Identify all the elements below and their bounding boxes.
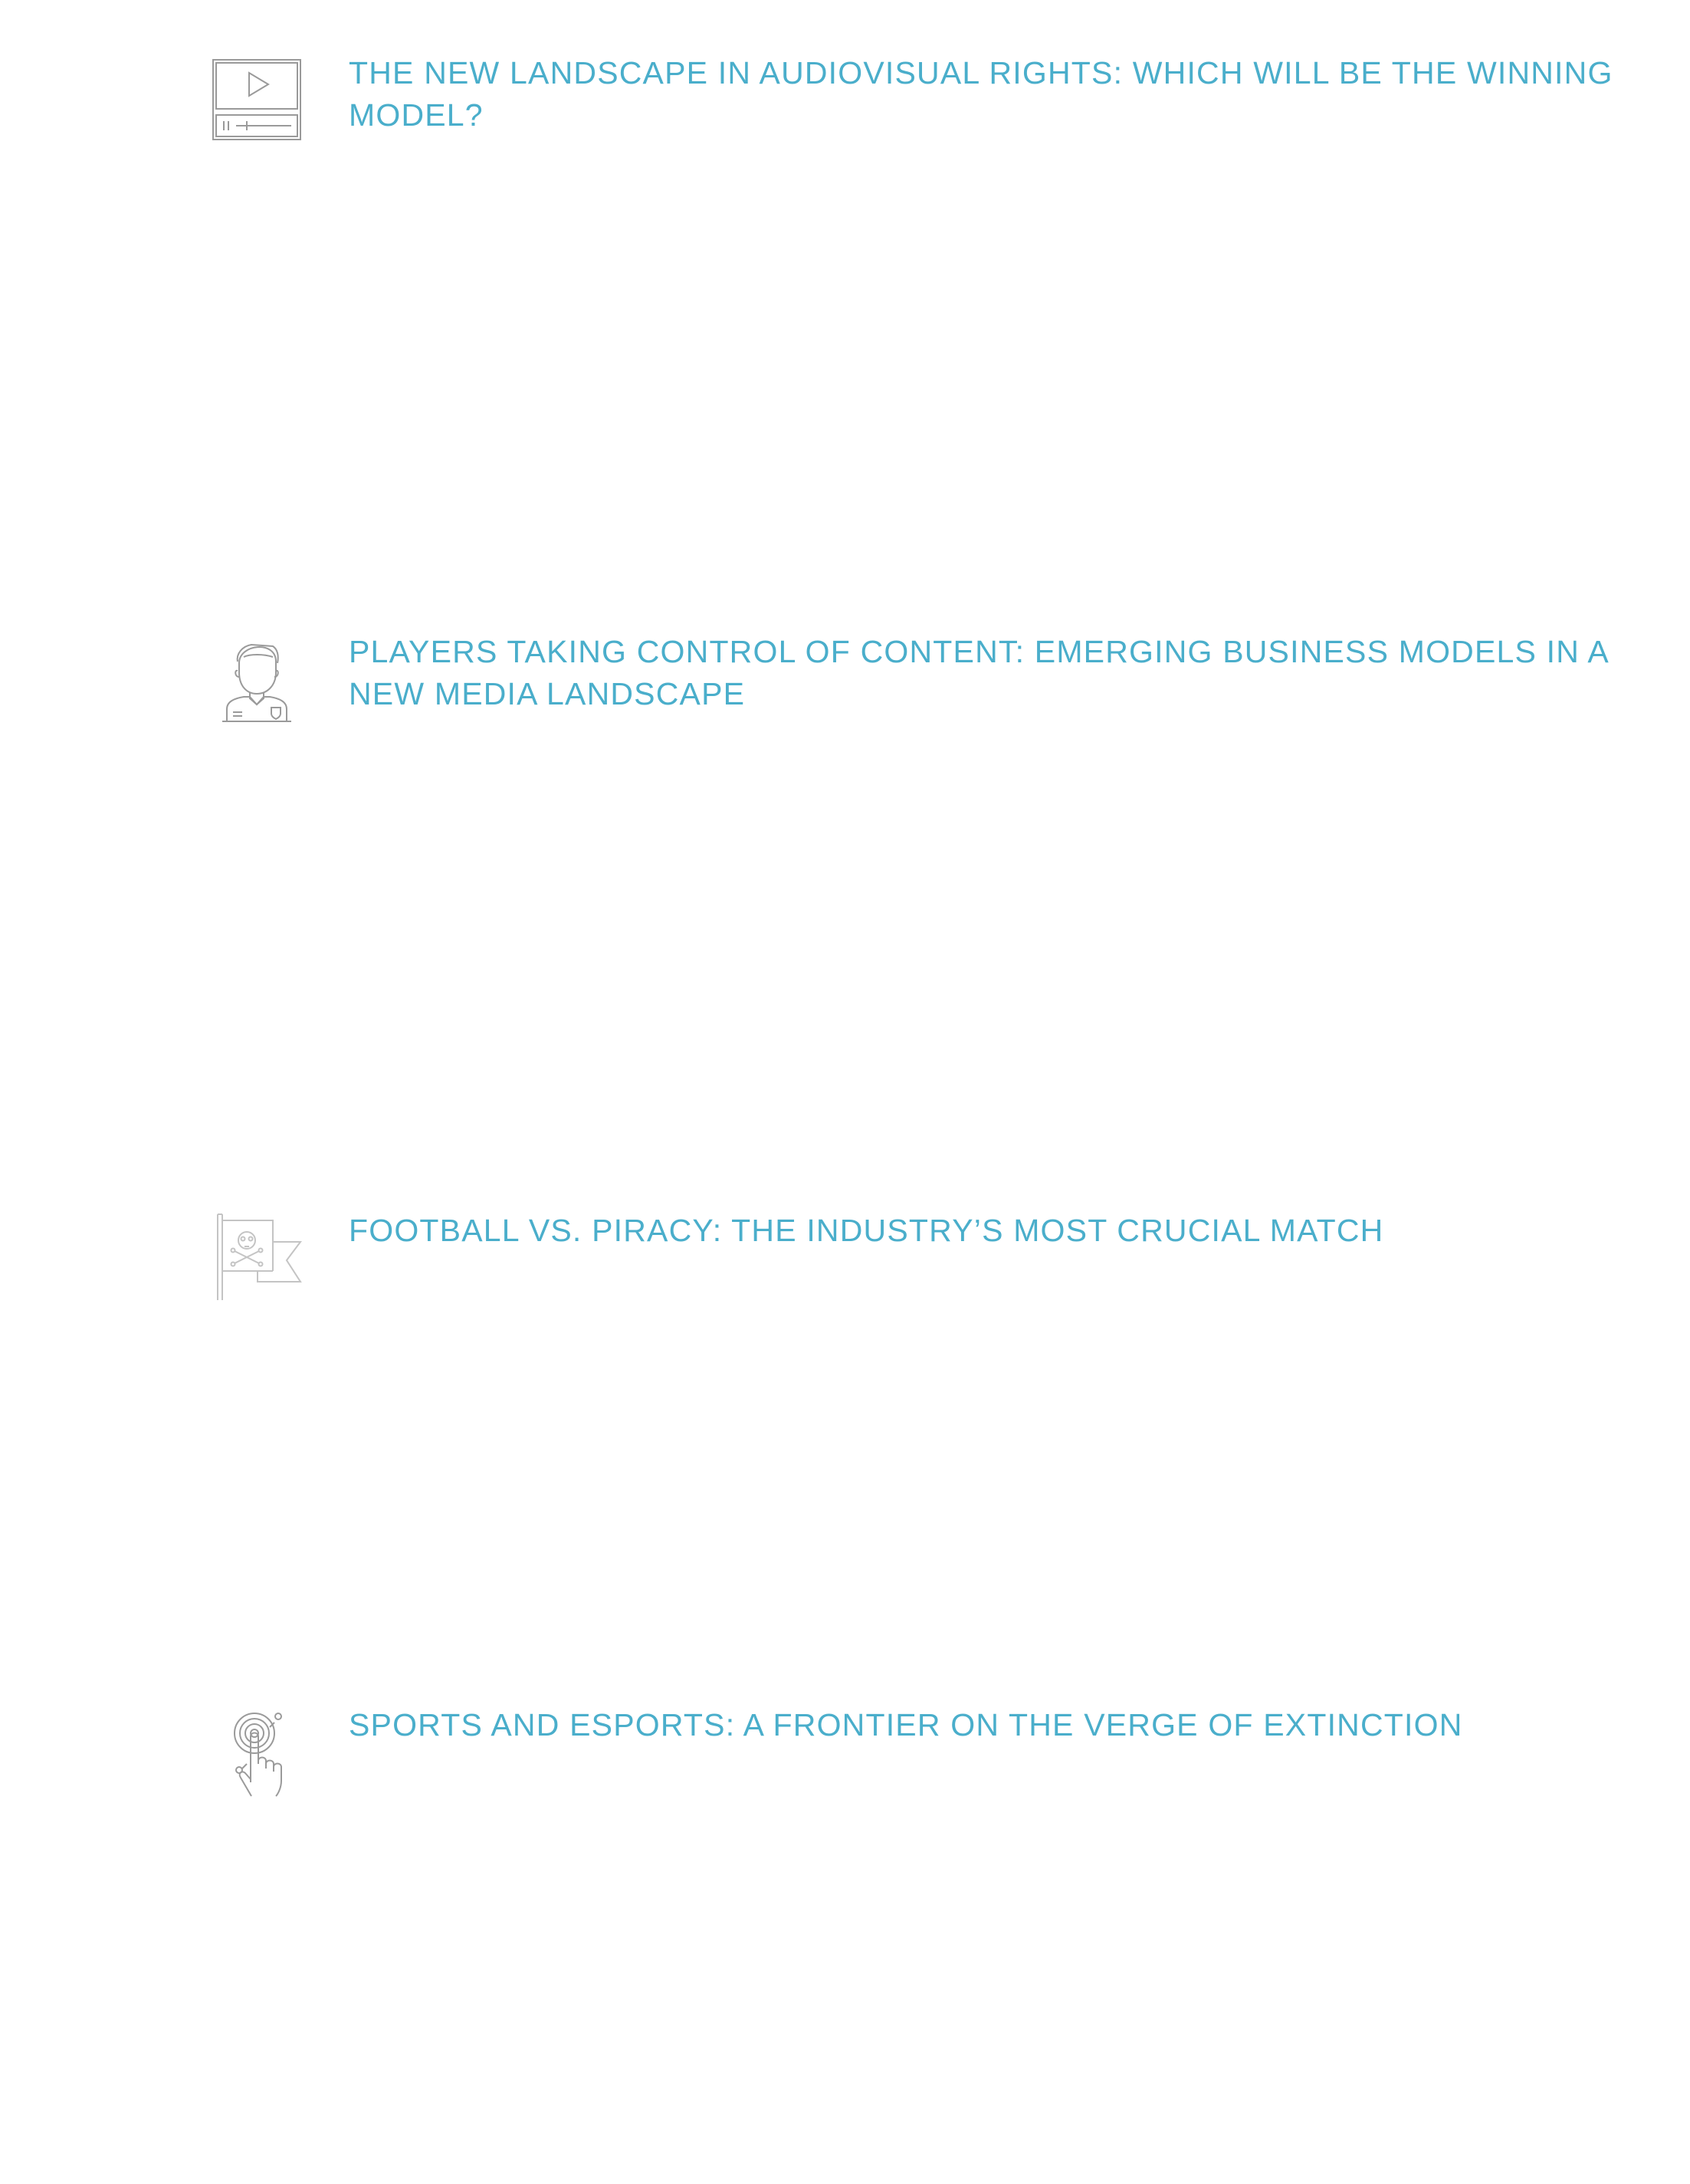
touch-gesture-icon — [207, 1706, 307, 1798]
section-heading-football-piracy: FOOTBALL VS. PIRACY: THE INDUSTRY’S MOST CRUCIAL MATCH — [349, 1213, 1384, 1248]
section-heading-sports-esports: SPORTS AND ESPORTS: A FRONTIER ON THE VERGE OF EXTINCTION — [349, 1707, 1463, 1742]
pirate-flag-icon — [207, 1211, 307, 1303]
video-player-icon — [207, 54, 307, 146]
section-heading-players-content: PLAYERS TAKING CONTROL OF CONTENT: EMERGING BUSINESS MODELS IN A NEW MEDIA LANDSCAPE — [349, 634, 1608, 711]
section-heading-audiovisual-rights: THE NEW LANDSCAPE IN AUDIOVISUAL RIGHTS: WHICH WILL BE THE WINNING MODEL? — [349, 55, 1613, 133]
football-player-icon — [207, 632, 307, 724]
